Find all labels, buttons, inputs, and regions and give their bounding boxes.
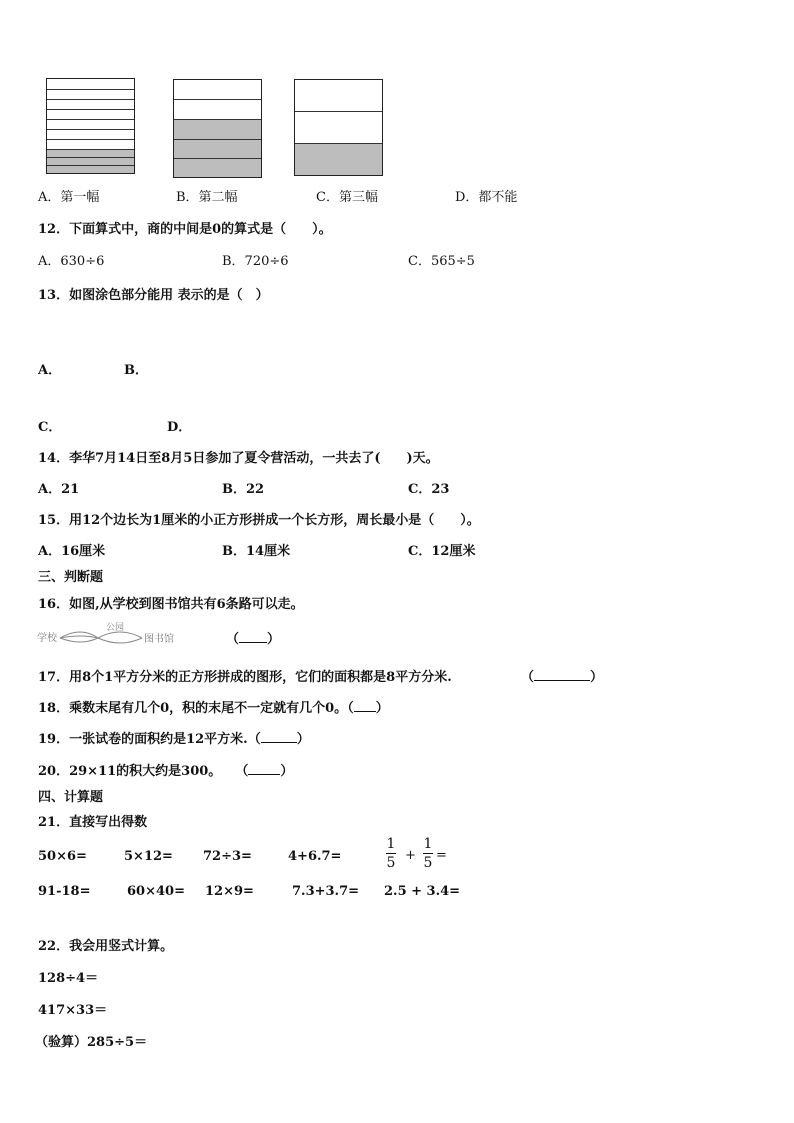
q20-stem: 20．29×11的积大约是300。 （ ） [38, 764, 294, 779]
figure-2 [173, 79, 262, 178]
equals-sign: = [436, 848, 447, 863]
q14-option-b[interactable]: B．22 [222, 482, 265, 497]
q18-answer-blank[interactable]: （ [347, 701, 354, 716]
q14-stem: 14．李华7月14日至8月5日参加了夏令营活动，一共去了( )天。 [38, 451, 439, 466]
q12-stem: 12．下面算式中，商的中间是0的算式是（ ）。 [38, 222, 332, 237]
q15-option-b[interactable]: B．14厘米 [222, 544, 291, 559]
park-label: 公园 [106, 623, 125, 633]
q16-stem: 16．如图,从学校到图书馆共有6条路可以走。 [38, 597, 304, 612]
vertical-calc-item: （验算）285÷5＝ [35, 1035, 148, 1050]
q12-option-c[interactable]: C．565÷5 [408, 254, 475, 269]
q19-stem: 19．一张试卷的面积约是12平方米.（ ） [38, 732, 310, 747]
q18-stem: 18．乘数末尾有几个0，积的末尾不一定就有几个0。（ ） [38, 701, 389, 716]
school-label: 学校 [37, 633, 57, 644]
q12-option-a[interactable]: A．630÷6 [38, 254, 105, 269]
q13-option-d[interactable]: D． [167, 420, 192, 435]
q11-option-d[interactable]: D．都不能 [455, 190, 518, 205]
q22-stem: 22．我会用竖式计算。 [38, 939, 174, 954]
plus-sign: + [405, 848, 416, 863]
q12-option-b[interactable]: B．720÷6 [222, 254, 289, 269]
q11-option-b[interactable]: B．第二幅 [176, 190, 238, 205]
calc-item: 2.5 + 3.4= [384, 884, 461, 899]
calc-item: 5×12= [124, 849, 173, 864]
q15-stem: 15．用12个边长为1厘米的小正方形拼成一个长方形，周长最小是（ ）。 [38, 513, 480, 528]
q15-option-c[interactable]: C．12厘米 [408, 544, 476, 559]
section-3-heading: 三、判断题 [38, 570, 104, 585]
q11-option-a[interactable]: A．第一幅 [38, 190, 100, 205]
q16-answer-blank[interactable]: （ ） [226, 632, 281, 647]
calc-item: 50×6= [38, 849, 87, 864]
calc-item: 60×40= [127, 884, 185, 899]
calc-item: 91-18= [38, 884, 91, 899]
fraction-1: 1 5 [386, 836, 396, 871]
q13-option-a[interactable]: A． [38, 363, 62, 378]
figure-3 [294, 79, 383, 176]
calc-item: 12×9= [205, 884, 254, 899]
q13-stem: 13．如图涂色部分能用 表示的是（ ） [38, 288, 269, 303]
vertical-calc-item: 128÷4＝ [38, 971, 99, 986]
calc-item: 7.3+3.7= [292, 884, 360, 899]
q21-stem: 21．直接写出得数 [38, 815, 148, 830]
calc-item: 4+6.7= [288, 849, 342, 864]
q13-option-b[interactable]: B． [124, 363, 148, 378]
q14-option-c[interactable]: C．23 [408, 482, 450, 497]
figure-1 [46, 78, 135, 174]
q20-answer-blank[interactable]: （ [235, 764, 249, 779]
q17-answer-blank[interactable]: （ ） [521, 670, 604, 685]
q11-option-c[interactable]: C．第三幅 [316, 190, 378, 205]
section-4-heading: 四、计算题 [38, 790, 104, 805]
q15-option-a[interactable]: A．16厘米 [38, 544, 106, 559]
q14-option-a[interactable]: A．21 [38, 482, 80, 497]
q13-option-c[interactable]: C． [38, 420, 62, 435]
q17-stem: 17．用8个1平方分米的正方形拼成的图形，它们的面积都是8平方分米. [38, 670, 452, 685]
vertical-calc-item: 417×33＝ [38, 1003, 108, 1018]
fraction-2: 1 5 [423, 836, 433, 871]
library-label: 图书馆 [144, 634, 174, 645]
calc-item: 72÷3= [203, 849, 252, 864]
route-diagram [36, 620, 186, 648]
q19-answer-blank[interactable]: （ [247, 732, 261, 747]
